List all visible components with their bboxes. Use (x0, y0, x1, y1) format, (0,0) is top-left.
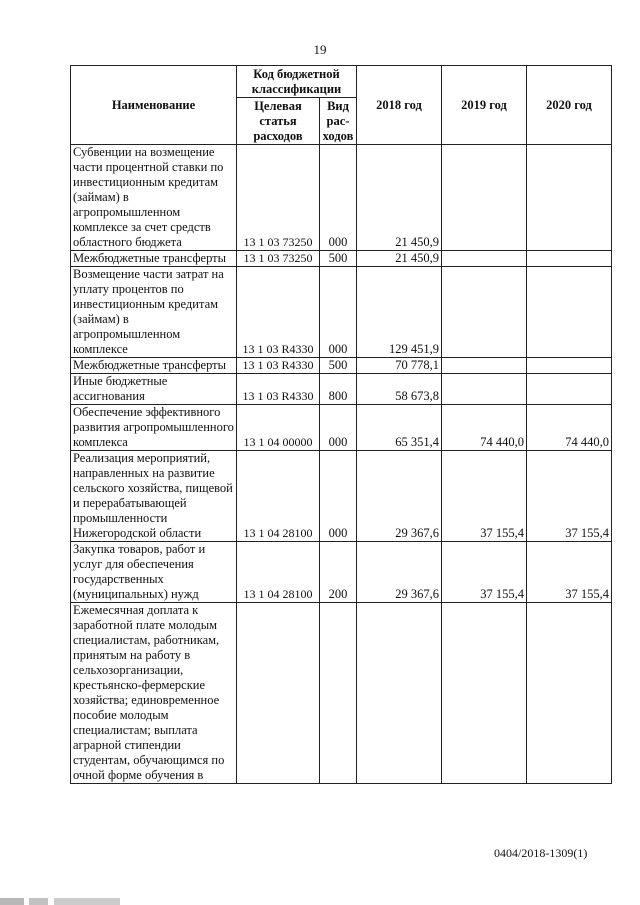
cell-vid: 500 (320, 251, 357, 267)
cell-name: Межбюджетные трансферты (71, 358, 237, 374)
cell-vid (320, 603, 357, 784)
cell-vid: 000 (320, 451, 357, 542)
cell-code: 13 1 04 28100 (237, 542, 320, 603)
cell-y2019 (442, 374, 527, 405)
page-number: 19 (313, 42, 327, 57)
cell-y2020 (527, 145, 612, 251)
cell-name: Возмещение части затрат на уплату процентов по инвестиционным кредитам (займам) в агропромышленном комплексе (71, 267, 237, 358)
cell-y2018: 58 673,8 (357, 374, 442, 405)
cell-y2020: 37 155,4 (527, 451, 612, 542)
cell-y2019 (442, 603, 527, 784)
table-row (71, 145, 612, 251)
cell-name: Ежемесячная доплата к заработной плате молодым специалистам, работникам, принятым на работу в сельхозорганизации, крестьянско-фермерские хозяйства; единовременное пособие молодым специалистам; выплата аграрной стипендии студентам, обучающимся по очной форме обучения в (71, 603, 237, 784)
header-2019: 2019 год (442, 66, 527, 145)
cell-name: Обеспечение эффективного развития агропромышленного комплекса (71, 405, 237, 451)
cell-name: Межбюджетные трансферты (71, 251, 237, 267)
cell-y2020: 74 440,0 (527, 405, 612, 451)
table-row (71, 358, 612, 374)
cell-y2019 (442, 251, 527, 267)
header-row-1 (71, 66, 612, 98)
cell-y2018: 21 450,9 (357, 251, 442, 267)
cell-y2020 (527, 603, 612, 784)
cell-name: Закупка товаров, работ и услуг для обеспечения государственных (муниципальных) нужд (71, 542, 237, 603)
cell-y2019: 37 155,4 (442, 542, 527, 603)
cell-vid: 500 (320, 358, 357, 374)
cell-name: Иные бюджетные ассигнования (71, 374, 237, 405)
cell-vid: 000 (320, 405, 357, 451)
cell-y2020 (527, 251, 612, 267)
cell-code: 13 1 04 00000 (237, 405, 320, 451)
header-code-group: Код бюджетной классификации (237, 66, 357, 98)
cell-y2019: 74 440,0 (442, 405, 527, 451)
cell-y2019 (442, 358, 527, 374)
table-row (71, 251, 612, 267)
header-target: Целевая статья расходов (237, 98, 320, 145)
table-row (71, 267, 612, 358)
cell-code: 13 1 03 R4330 (237, 358, 320, 374)
header-2018: 2018 год (357, 66, 442, 145)
cell-y2018: 29 367,6 (357, 451, 442, 542)
cell-vid: 000 (320, 145, 357, 251)
cell-y2018: 129 451,9 (357, 267, 442, 358)
cell-code: 13 1 03 R4330 (237, 374, 320, 405)
cell-y2020 (527, 267, 612, 358)
cell-y2018: 70 778,1 (357, 358, 442, 374)
header-type: Вид рас- ходов (320, 98, 357, 145)
cell-code: 13 1 03 73250 (237, 251, 320, 267)
cell-y2019: 37 155,4 (442, 451, 527, 542)
cell-code: 13 1 04 28100 (237, 451, 320, 542)
table-row (71, 603, 612, 784)
cell-code: 13 1 03 73250 (237, 145, 320, 251)
cell-y2020 (527, 358, 612, 374)
cell-code (237, 603, 320, 784)
scan-edge-artifact (0, 898, 120, 905)
cell-y2018 (357, 603, 442, 784)
cell-vid: 000 (320, 267, 357, 358)
cell-y2019 (442, 145, 527, 251)
table-row (71, 374, 612, 405)
cell-name: Субвенции на возмещение части процентной ставки по инвестиционным кредитам (займам) в агропромышленном комплексе за счет средств областного бюджета (71, 145, 237, 251)
cell-y2019 (442, 267, 527, 358)
header-2020: 2020 год (527, 66, 612, 145)
budget-table (70, 65, 612, 784)
table-row (71, 405, 612, 451)
cell-name: Реализация мероприятий, направленных на развитие сельского хозяйства, пищевой и перерабатывающей промышленности Нижегородской области (71, 451, 237, 542)
header-name: Наименование (71, 66, 237, 145)
cell-code: 13 1 03 R4330 (237, 267, 320, 358)
cell-y2020 (527, 374, 612, 405)
document-code: 0404/2018-1309(1) (494, 846, 588, 860)
table-row (71, 542, 612, 603)
cell-vid: 800 (320, 374, 357, 405)
cell-y2018: 29 367,6 (357, 542, 442, 603)
cell-y2020: 37 155,4 (527, 542, 612, 603)
table-row (71, 451, 612, 542)
cell-vid: 200 (320, 542, 357, 603)
cell-y2018: 21 450,9 (357, 145, 442, 251)
cell-y2018: 65 351,4 (357, 405, 442, 451)
